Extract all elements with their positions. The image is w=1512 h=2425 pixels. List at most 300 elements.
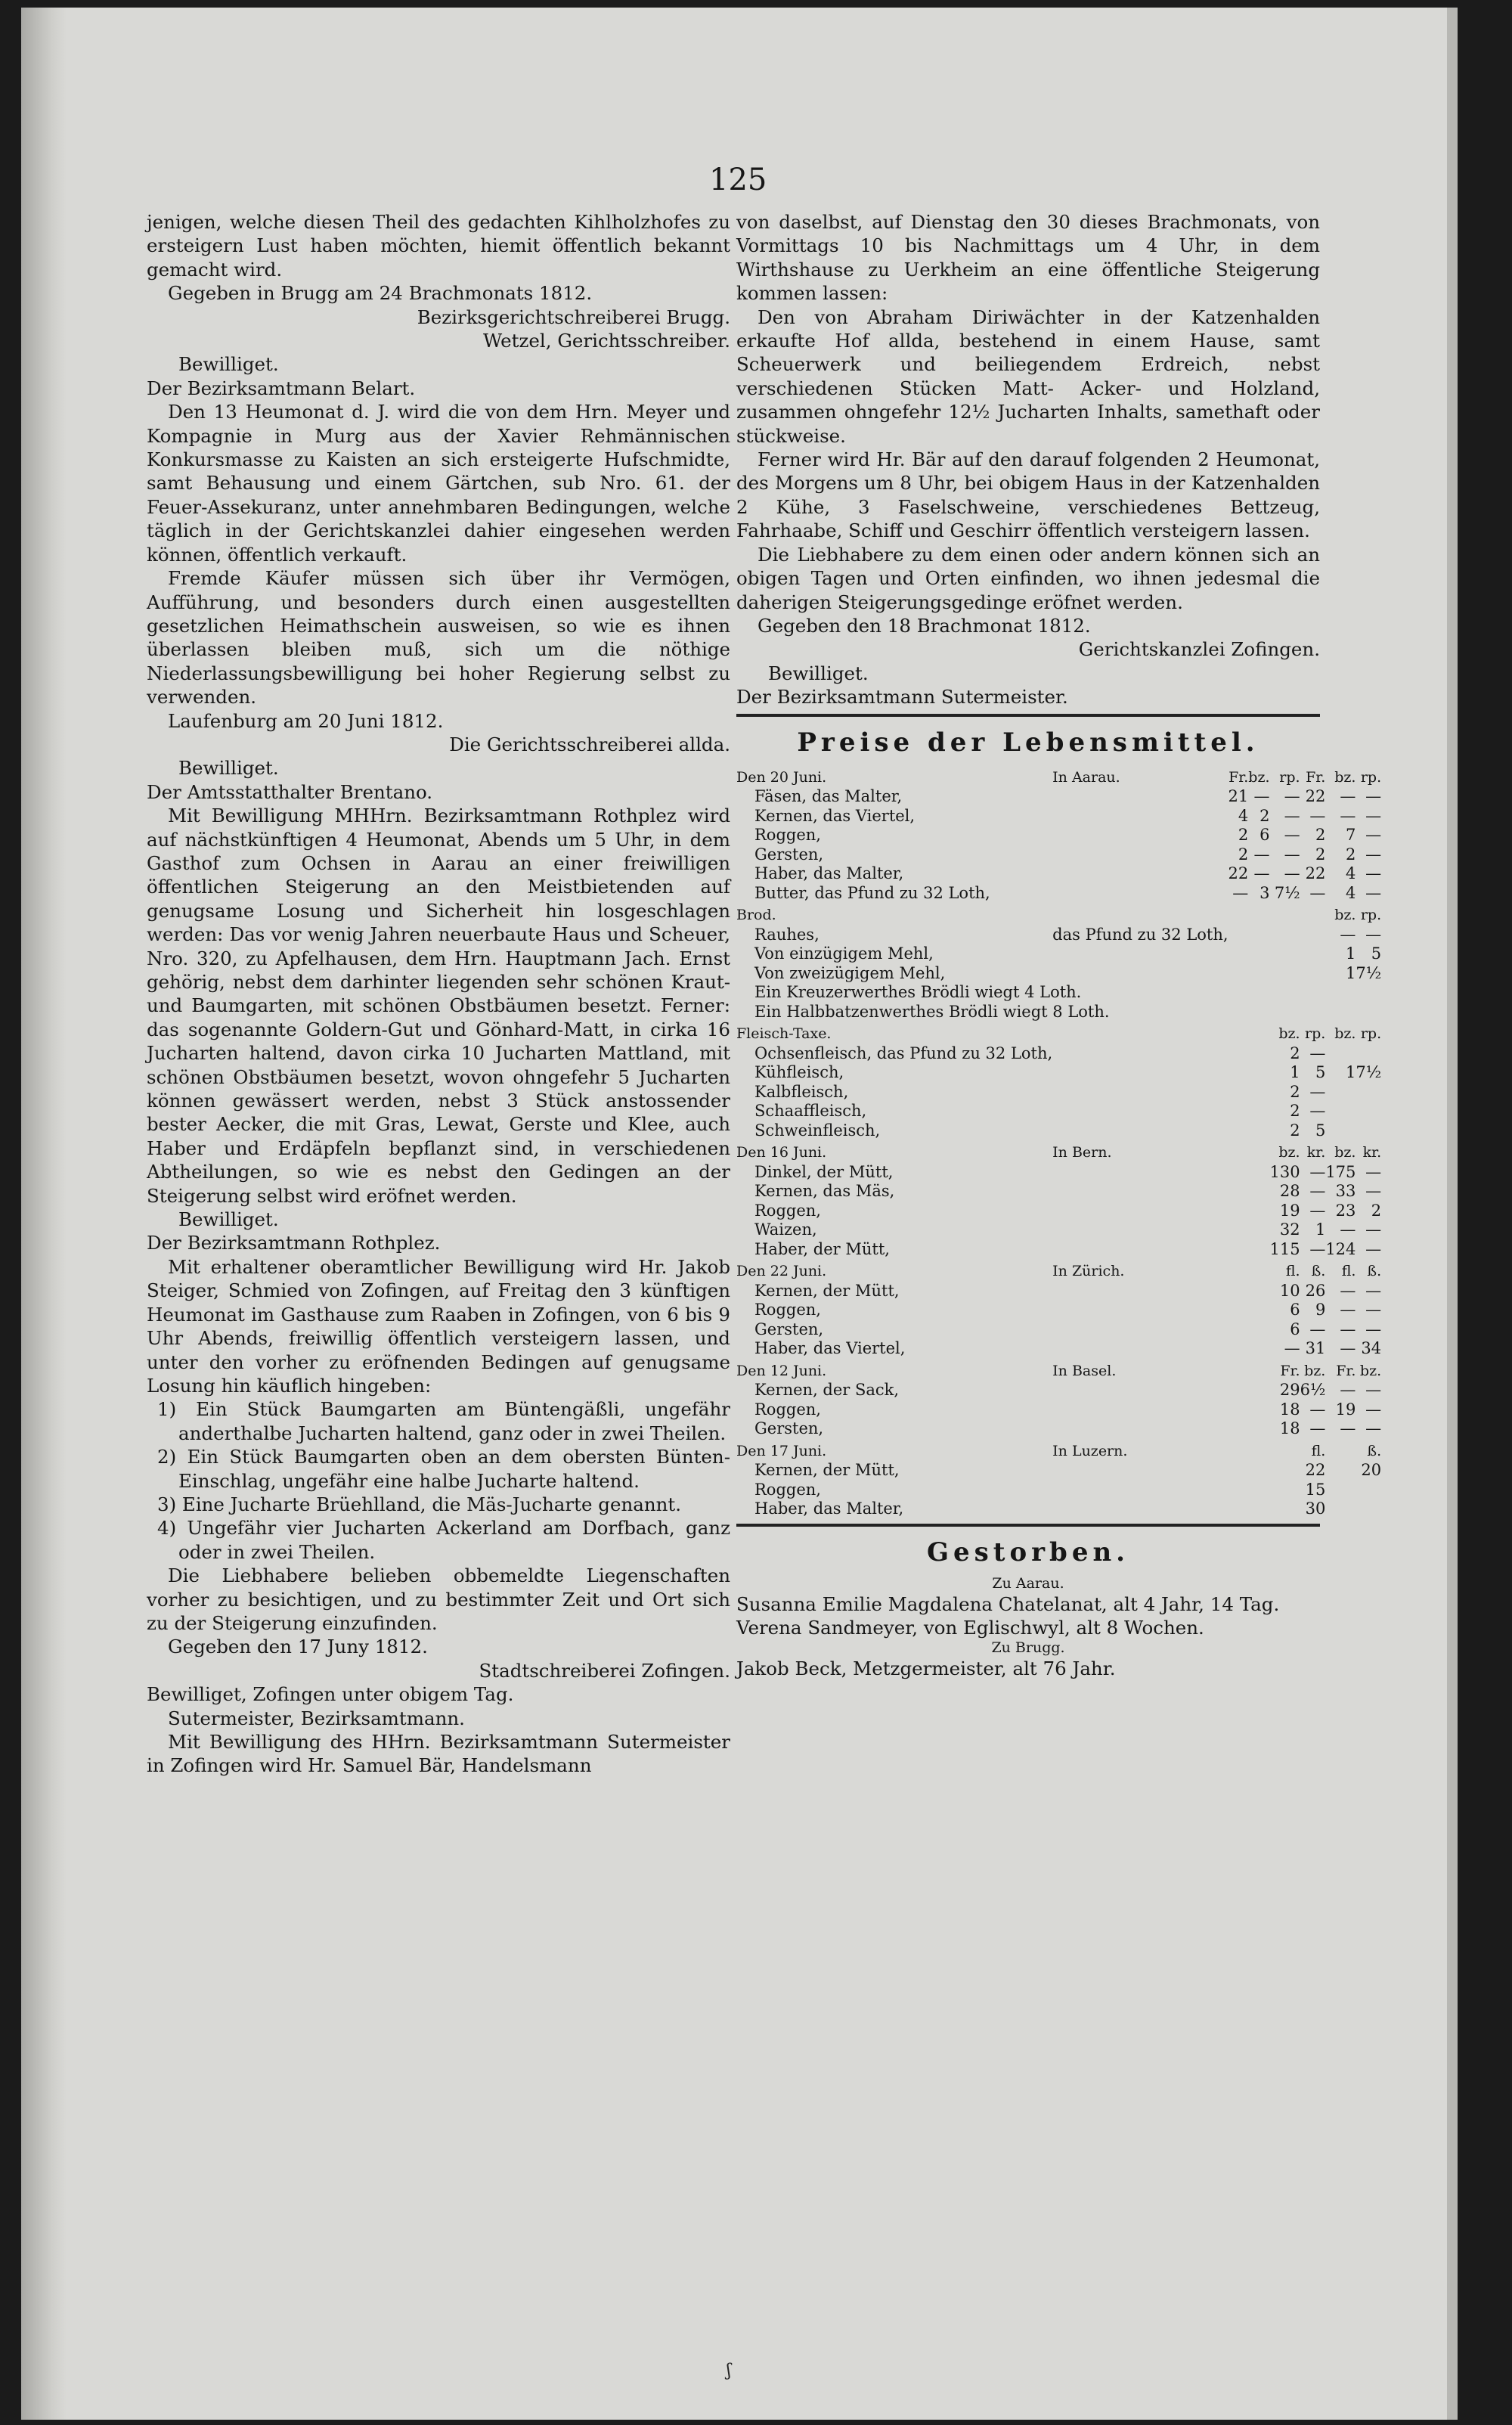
right-column [736, 210, 1382, 1681]
price-cell: — [1365, 806, 1382, 825]
price-cell [1248, 1320, 1269, 1340]
price-cell: 22 [1305, 1461, 1326, 1480]
paragraph: Fremde Käufer müssen sich über ihr Vermögen, Aufführung, und besonders durch einen ausgestellten gesetzlichen Heimathschein ausweisen, so wie es ihnen überlassen bleiben muß, sich um die nöthige Niederlassungsbewilligung bei hoher Regierung selbst zu verwenden. [147, 567, 730, 709]
price-row [736, 864, 1381, 884]
commodity-unit [1052, 1400, 1228, 1420]
price-section-header [736, 1359, 1381, 1382]
paragraph: Der Bezirksamtmann Sutermeister. [736, 686, 1068, 709]
price-cell [1270, 1481, 1300, 1500]
price-cell [1228, 1320, 1249, 1340]
commodity-unit [1052, 964, 1228, 984]
price-cell: ß. [1367, 1442, 1382, 1459]
price-cell [1248, 1359, 1269, 1382]
binding-mark [720, 2359, 751, 2380]
price-cell [1270, 926, 1300, 945]
price-cell: 175 [1325, 1162, 1356, 1181]
price-cell: — [1309, 1182, 1326, 1201]
price-cell [1325, 1121, 1356, 1141]
price-date: Den 16 Juni. [736, 1144, 827, 1161]
price-cell: 1 [1315, 1220, 1326, 1239]
paragraph: Bewilliget. [178, 1208, 279, 1231]
price-date: Den 20 Juni. [736, 768, 827, 786]
commodity-unit [1052, 1320, 1228, 1340]
price-cell: — [1309, 883, 1326, 902]
price-note-text: Ein Halbbatzenwerthes Brödli wiegt 8 Loth. [754, 1002, 1110, 1021]
price-cell: kr. [1362, 1144, 1382, 1161]
price-cell: 2 [1238, 845, 1249, 864]
price-cell: 2 [1346, 845, 1356, 864]
paragraph: Gegeben den 17 Juny 1812. [168, 1636, 428, 1658]
price-date: Den 12 Juni. [736, 1362, 827, 1379]
price-cell [1325, 1102, 1356, 1121]
price-cell [1270, 1461, 1300, 1481]
price-cell: — [1284, 806, 1300, 825]
price-row [736, 1102, 1381, 1121]
paragraph: Die Liebhabere zu dem einen oder andern können sich an obigen Tagen und Orten einfinden, wo ihnen jedesmal die daherigen Steigerungsgedinge eröfnet werden. [736, 543, 1320, 613]
price-cell [1325, 1044, 1356, 1064]
price-cell: 4 [1238, 806, 1249, 825]
paragraph: Die Liebhabere belieben obbemeldte Liegenschaften vorher zu besichtigen, und zu bestimmter Zeit und Ort sich zu der Steigerung einzufinden. [147, 1564, 730, 1634]
price-cell: 1 [1290, 1063, 1300, 1082]
price-cell [1325, 1461, 1356, 1481]
price-cell [1248, 1140, 1269, 1163]
price-cell: — [1340, 1301, 1356, 1319]
commodity-unit [1052, 787, 1228, 807]
price-cell: — [1309, 806, 1326, 825]
price-cell: 34 [1361, 1339, 1382, 1358]
paragraph: Jakob Beck, Metzgermeister, alt 76 Jahr. [736, 1657, 1116, 1680]
price-cell [1325, 1439, 1356, 1462]
commodity-name: Gersten, [754, 845, 824, 864]
price-cell: 6 [1290, 1301, 1300, 1319]
price-cell [1356, 1044, 1381, 1064]
price-row [736, 884, 1381, 904]
commodity-name: Kernen, das Mäs, [754, 1182, 895, 1201]
price-cell [1248, 1439, 1269, 1462]
price-section-header [736, 1022, 1381, 1044]
list-item: 2) Ein Stück Baumgarten oben an dem obersten Bünten-Einschlag, ungefähr eine halbe Jucharte haltend. [157, 1446, 730, 1492]
price-cell [1270, 944, 1300, 964]
price-cell [1228, 1381, 1249, 1400]
price-cell [1248, 1240, 1269, 1260]
price-place: In Luzern. [1052, 1442, 1128, 1459]
price-place [1052, 1022, 1228, 1044]
commodity-name: Fäsen, das Malter, [754, 787, 903, 806]
commodity-unit [1052, 1063, 1228, 1083]
price-cell: 33 [1335, 1182, 1356, 1201]
price-cell: — [1340, 1220, 1356, 1239]
price-cell [1228, 1022, 1249, 1044]
price-cell: bz. [1334, 1025, 1356, 1043]
paragraph: Zu Aarau. [992, 1574, 1064, 1592]
price-cell: 19 [1279, 1201, 1300, 1220]
price-cell: — [1365, 1301, 1382, 1319]
price-cell: — [1284, 1339, 1300, 1358]
price-cell: Fr. [1228, 768, 1249, 786]
price-cell [1270, 1439, 1300, 1462]
price-cell: 23 [1335, 1201, 1356, 1220]
price-row [736, 1121, 1381, 1141]
price-row [736, 1163, 1381, 1183]
commodity-unit [1052, 807, 1228, 826]
price-cell [1228, 1419, 1249, 1439]
price-row [736, 1083, 1381, 1102]
price-cell: 2 [1290, 1043, 1300, 1062]
auction-notice-continued [736, 210, 1320, 709]
price-cell: 22 [1305, 787, 1326, 806]
commodity-unit [1052, 1220, 1228, 1240]
price-cell: — [1365, 1239, 1382, 1258]
price-cell [1228, 1063, 1249, 1083]
commodity-unit [1052, 1182, 1228, 1202]
price-cell: fl. [1341, 1263, 1356, 1280]
commodity-name: Kernen, der Mütt, [754, 1461, 900, 1480]
prices-heading: Preise der Lebensmittel. [797, 727, 1259, 758]
price-cell [1228, 1163, 1249, 1183]
price-cell: 26 [1305, 1281, 1326, 1300]
price-cell [1228, 1259, 1249, 1282]
price-row [736, 1063, 1381, 1083]
price-cell: rp. [1360, 768, 1382, 786]
paragraph: Verena Sandmeyer, von Eglischwyl, alt 8 Wochen. [736, 1616, 1204, 1639]
paragraph: Der Amtsstatthalter Brentano. [147, 780, 433, 803]
prices-table [736, 765, 1381, 1519]
commodity-unit [1052, 1163, 1228, 1183]
commodity-unit [1052, 1240, 1228, 1260]
price-row [736, 1320, 1381, 1340]
commodity-name: Schweinfleisch, [754, 1121, 881, 1140]
price-cell: bz. [1334, 768, 1356, 786]
price-cell [1248, 1381, 1269, 1400]
price-cell: rp. [1305, 1025, 1326, 1043]
price-cell: — [1253, 864, 1270, 883]
price-cell: Fr. [1280, 1362, 1300, 1379]
price-cell: — [1365, 1381, 1382, 1400]
price-cell: 2 [1290, 1102, 1300, 1121]
price-section-header [736, 1140, 1381, 1163]
signature-line: Bezirksgerichtschreiberei Brugg. [417, 305, 730, 328]
price-cell: — [1340, 1339, 1356, 1358]
commodity-unit [1052, 826, 1228, 845]
price-cell [1228, 1202, 1249, 1221]
paragraph: Mit erhaltener oberamtlicher Bewilligung wird Hr. Jakob Steiger, Schmied von Zofingen, auf Freitag den 3 künftigen Heumonat im Gasthause zum Raaben in Zofingen, von 6 bis 9 Uhr Abends, freiwillig öffentlich versteigern lassen, und unter den vorher zu eröfnenden Bedingen auf genugsame Losung hin käuflich hingeben: [147, 1255, 730, 1397]
price-cell: kr. [1306, 1144, 1326, 1161]
price-cell: 115 [1269, 1239, 1300, 1258]
section-rule [736, 714, 1320, 717]
paragraph: Der Bezirksamtmann Belart. [147, 377, 416, 399]
price-row [736, 1240, 1381, 1260]
price-cell: — [1365, 1162, 1382, 1181]
price-cell: 2 [1290, 1082, 1300, 1101]
newspaper-page [21, 8, 1458, 2420]
price-cell: bz. [1278, 1025, 1300, 1043]
price-cell [1248, 1499, 1269, 1519]
price-cell [1248, 1083, 1269, 1102]
price-cell [1300, 926, 1326, 945]
commodity-name: Von zweizügigem Mehl, [754, 963, 946, 982]
commodity-unit [1052, 1301, 1228, 1320]
price-cell: — [1340, 1419, 1356, 1438]
price-cell: bz. [1334, 907, 1356, 924]
price-cell: 22 [1228, 864, 1249, 883]
price-cell: 4 [1346, 864, 1356, 883]
commodity-unit [1052, 1044, 1228, 1064]
commodity-name: Von einzügigem Mehl, [754, 944, 934, 963]
price-cell: rp. [1360, 1025, 1382, 1043]
price-cell [1325, 1499, 1356, 1519]
price-cell [1248, 1282, 1269, 1301]
commodity-name: Kühfleisch, [754, 1063, 844, 1082]
paragraph: Der Bezirksamtmann Rothplez. [147, 1232, 441, 1254]
list-item: 1) Ein Stück Baumgarten am Büntengäßli, ungefähr anderthalbe Jucharten haltend, ganz oder in zwei Theilen. [157, 1398, 730, 1444]
list-item: 3) Eine Jucharte Brüehlland, die Mäs-Jucharte genannt. [157, 1493, 682, 1515]
commodity-name: Roggen, [754, 1201, 821, 1220]
price-cell [1356, 1102, 1381, 1121]
price-cell: 20 [1361, 1461, 1382, 1480]
price-cell [1228, 1439, 1249, 1462]
price-cell: Fr. [1306, 768, 1326, 786]
price-cell: — [1309, 1419, 1326, 1438]
price-row [736, 1419, 1381, 1439]
price-row [736, 807, 1381, 826]
price-cell: — [1253, 845, 1270, 864]
price-cell [1248, 1461, 1269, 1481]
commodity-name: Gersten, [754, 1419, 824, 1438]
paragraph: Bewilliget. [768, 662, 869, 684]
price-cell: 22 [1305, 864, 1326, 883]
price-cell: 18 [1279, 1419, 1300, 1438]
price-row [736, 1461, 1381, 1481]
price-cell: 2 [1259, 806, 1270, 825]
price-row [736, 1301, 1381, 1320]
price-cell [1248, 1259, 1269, 1282]
paragraph: Zu Brugg. [991, 1639, 1065, 1657]
price-cell: 10 [1279, 1281, 1300, 1300]
price-cell: fl. [1311, 1442, 1326, 1459]
price-date: Fleisch-Taxe. [736, 1025, 832, 1043]
price-cell [1248, 903, 1269, 926]
price-cell [1356, 1083, 1381, 1102]
commodity-unit: das Pfund zu 32 Loth, [1052, 925, 1228, 944]
price-cell [1228, 1240, 1249, 1260]
commodity-unit [1052, 944, 1228, 964]
price-row [736, 826, 1381, 845]
price-cell [1228, 1140, 1249, 1163]
price-cell: — [1340, 806, 1356, 825]
price-row [736, 1220, 1381, 1240]
price-place: In Bern. [1052, 1144, 1112, 1161]
price-cell: bz. [1304, 1362, 1326, 1379]
page-fold-shadow [21, 8, 67, 2420]
price-cell [1228, 1083, 1249, 1102]
price-row [736, 1400, 1381, 1420]
commodity-unit [1052, 1499, 1228, 1519]
paragraph: Den von Abraham Diriwächter in der Katzenhalden erkaufte Hof allda, bestehend in einem Hause, samt Scheuerwerk und beiliegendem Erdreich, nebst verschiedenen Stücken Matt- Acker- und Holzland, zusammen ohngefehr 12½ Jucharten Inhalts, samethaft oder stückweise. [736, 305, 1320, 447]
price-cell: — [1309, 1201, 1326, 1220]
price-cell [1325, 1083, 1356, 1102]
price-cell [1248, 1220, 1269, 1240]
signature-line: Die Gerichtsschreiberei allda. [449, 733, 730, 755]
price-cell: — [1365, 787, 1382, 806]
price-cell [1228, 1182, 1249, 1202]
price-cell [1300, 964, 1326, 984]
commodity-unit [1052, 884, 1228, 904]
page-number: 125 [709, 163, 767, 197]
price-cell: 1 [1346, 944, 1356, 963]
price-cell [1248, 1182, 1269, 1202]
commodity-unit [1052, 1381, 1228, 1400]
price-cell: 2 [1315, 845, 1326, 864]
price-cell: 30 [1305, 1499, 1326, 1518]
price-cell [1248, 926, 1269, 945]
price-cell [1248, 1163, 1269, 1183]
price-cell [1228, 1044, 1249, 1064]
price-cell: 7 [1346, 826, 1356, 845]
price-cell: fl. [1285, 1263, 1300, 1280]
price-cell [1228, 944, 1249, 964]
commodity-unit [1052, 1339, 1228, 1359]
price-cell [1228, 1461, 1249, 1481]
price-row [736, 845, 1381, 865]
price-cell: 18 [1279, 1400, 1300, 1419]
price-cell: 6½ [1300, 1381, 1326, 1400]
price-cell: — [1365, 883, 1382, 902]
deaths-list [736, 1575, 1320, 1681]
commodity-name: Roggen, [754, 826, 821, 845]
price-cell: rp. [1279, 768, 1300, 786]
commodity-name: Roggen, [754, 1480, 821, 1499]
price-cell: 31 [1305, 1339, 1326, 1358]
price-cell: — [1340, 1281, 1356, 1300]
price-cell: ß. [1311, 1263, 1326, 1280]
price-cell: — [1365, 864, 1382, 883]
signature-line: Gerichtskanzlei Zofingen. [1078, 638, 1320, 661]
price-date: Den 22 Juni. [736, 1263, 827, 1280]
price-row [736, 926, 1381, 945]
paragraph: Laufenburg am 20 Juni 1812. [168, 709, 444, 732]
price-cell: 130 [1269, 1162, 1300, 1181]
price-row [736, 1499, 1381, 1519]
paragraph: Sutermeister, Bezirksamtmann. [168, 1707, 465, 1729]
price-cell: — [1365, 845, 1382, 864]
price-cell: 4 [1346, 883, 1356, 902]
price-note-text: Ein Kreuzerwerthes Brödli wiegt 4 Loth. [754, 983, 1082, 1002]
price-cell: — [1365, 1319, 1382, 1338]
price-cell: 2 [1371, 1201, 1382, 1220]
commodity-name: Ochsenfleisch, das Pfund zu 32 Loth, [754, 1043, 1053, 1062]
price-cell: — [1340, 787, 1356, 806]
commodity-name: Waizen, [754, 1220, 817, 1239]
price-cell [1300, 903, 1326, 926]
price-cell: 2 [1238, 826, 1249, 845]
price-cell [1228, 926, 1249, 945]
price-row [736, 1481, 1381, 1500]
price-cell [1228, 1359, 1249, 1382]
price-row [736, 1182, 1381, 1202]
price-cell: 1 [1346, 963, 1356, 982]
price-cell [1356, 1121, 1381, 1141]
price-section-header [736, 765, 1381, 788]
price-cell [1228, 1220, 1249, 1240]
price-cell [1228, 964, 1249, 984]
price-cell [1248, 1400, 1269, 1420]
section-rule [736, 1524, 1320, 1527]
paragraph: jenigen, welche diesen Theil des gedachten Kihlholzhofes zu ersteigern Lust haben möchten, hiemit öffentlich bekannt gemacht wird. [147, 211, 730, 281]
paragraph: Den 13 Heumonat d. J. wird die von dem Hrn. Meyer und Kompagnie in Murg aus der Xavier Rehmännischen Konkursmasse zu Kaisten an sich ersteigerte Hufschmidte, samt Behausung und einem Gärtchen, sub Nro. 61. der Feuer-Assekuranz, unter annehmbaren Bedingungen, welche täglich in der Gerichtskanzlei dahier eingesehen werden können, öffentlich verkauft. [147, 401, 730, 566]
paragraph: Bewilliget, Zofingen unter obigem Tag. [147, 1683, 514, 1706]
commodity-name: Roggen, [754, 1400, 821, 1419]
commodity-name: Haber, der Mütt, [754, 1239, 890, 1258]
commodity-unit [1052, 1083, 1228, 1102]
price-cell [1228, 1121, 1249, 1141]
price-cell: rp. [1360, 907, 1382, 924]
price-cell: ß. [1367, 1263, 1382, 1280]
commodity-unit [1052, 864, 1228, 884]
commodity-name: Kernen, das Viertel, [754, 806, 916, 825]
price-cell: Fr. [1336, 1362, 1356, 1379]
price-row [736, 1044, 1381, 1064]
deaths-heading: Gestorben. [926, 1537, 1130, 1568]
paragraph: Susanna Emilie Magdalena Chatelanat, alt 4 Jahr, 14 Tag. [736, 1592, 1280, 1615]
price-cell: 19 [1335, 1400, 1356, 1419]
price-cell: 6 [1259, 826, 1270, 845]
price-place [1052, 903, 1228, 926]
commodity-name: Roggen, [754, 1301, 821, 1319]
price-cell [1248, 1121, 1269, 1141]
price-cell: — [1365, 1281, 1382, 1300]
price-row [736, 1282, 1381, 1301]
price-cell: 3 [1259, 883, 1270, 902]
price-row [736, 1381, 1381, 1400]
price-cell [1228, 1499, 1249, 1519]
price-cell: — [1365, 1419, 1382, 1438]
price-cell: — [1340, 1381, 1356, 1400]
price-note [736, 1003, 1381, 1022]
paragraph: Gegeben in Brugg am 24 Brachmonats 1812. [168, 282, 593, 305]
price-cell [1270, 1499, 1300, 1519]
price-cell: 7½ [1356, 1063, 1382, 1082]
price-cell [1248, 1044, 1269, 1064]
price-cell: bz. [1278, 1144, 1300, 1161]
price-cell [1248, 1339, 1269, 1359]
price-cell: 7½ [1356, 963, 1382, 982]
signature-line: Wetzel, Gerichtsschreiber. [483, 330, 730, 352]
commodity-unit [1052, 845, 1228, 865]
price-cell: 7½ [1274, 883, 1300, 902]
commodity-unit [1052, 1481, 1228, 1500]
price-cell [1228, 1301, 1249, 1320]
price-cell [1248, 1301, 1269, 1320]
price-cell: 2 [1290, 1121, 1300, 1140]
price-cell: 15 [1305, 1480, 1326, 1499]
commodity-name: Haber, das Malter, [754, 1499, 904, 1518]
price-cell: bz. [1359, 1362, 1382, 1379]
price-cell: — [1253, 787, 1270, 806]
price-row [736, 964, 1381, 984]
price-cell [1228, 1481, 1249, 1500]
price-row [736, 944, 1381, 964]
commodity-name: Haber, das Malter, [754, 864, 904, 883]
paragraph: Ferner wird Hr. Bär auf den darauf folgenden 2 Heumonat, des Morgens um 8 Uhr, bei obigem Haus in der Katzenhalden 2 Kühe, 3 Faselschweine, verschiedenes Bettzeug, Fahrhaabe, Schiff und Geschirr öffentlich versteigern lassen. [736, 448, 1320, 542]
price-cell: — [1309, 1082, 1326, 1101]
price-cell: — [1309, 1319, 1326, 1338]
commodity-unit [1052, 1202, 1228, 1221]
price-date: Den 17 Juni. [736, 1442, 827, 1459]
price-cell [1248, 964, 1269, 984]
price-cell: — [1340, 1319, 1356, 1338]
price-cell: — [1284, 845, 1300, 864]
price-cell [1300, 944, 1326, 964]
